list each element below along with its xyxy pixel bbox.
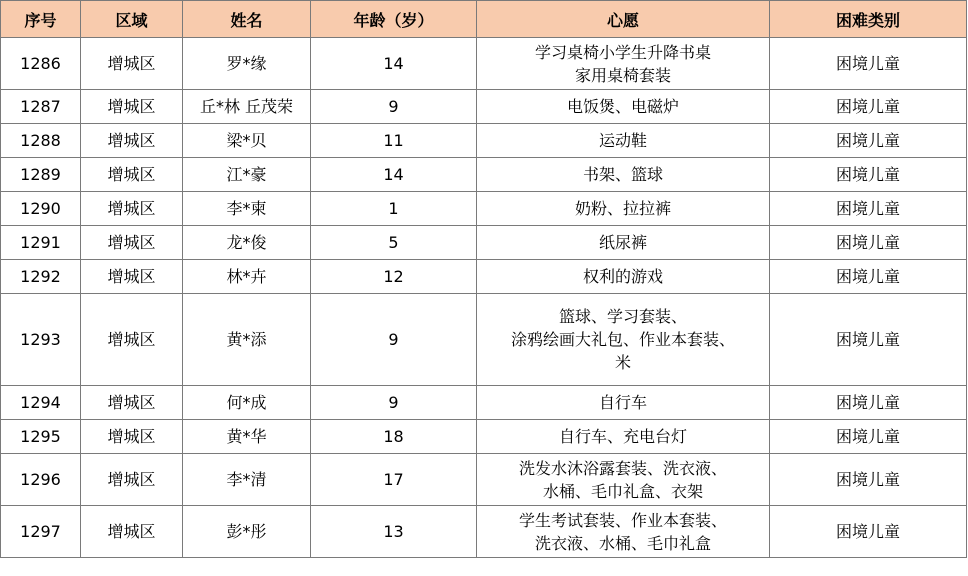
table-header: [1, 1, 967, 38]
cell-age: 9: [311, 386, 477, 420]
cell-age: 9: [311, 90, 477, 124]
cell-wish: [477, 260, 770, 294]
wish-line: 洗衣液、水桶、毛巾礼盒: [534, 533, 711, 553]
cell-wish: [477, 226, 770, 260]
wish-line: 纸尿裤: [598, 233, 647, 252]
table-row: [1, 260, 967, 294]
cell-category: 困境儿童: [770, 158, 967, 192]
table-row: [1, 386, 967, 420]
cell-id: 1291: [1, 226, 81, 260]
wish-line: 自行车: [598, 393, 647, 412]
table-row: [1, 226, 967, 260]
header-name: 姓名: [183, 1, 311, 38]
cell-id: 1295: [1, 420, 81, 454]
cell-id: 1286: [1, 38, 81, 90]
cell-name: 梁*贝: [183, 124, 311, 158]
wish-line: 权利的游戏: [582, 267, 663, 286]
cell-area: 增城区: [81, 506, 183, 558]
table-row: [1, 506, 967, 558]
cell-category: 困境儿童: [770, 192, 967, 226]
wish-line: 篮球、学习套装、: [558, 307, 687, 326]
cell-id: 1294: [1, 386, 81, 420]
cell-wish: [477, 192, 770, 226]
cell-age: 14: [311, 38, 477, 90]
cell-area: 增城区: [81, 294, 183, 386]
cell-wish: [477, 158, 770, 192]
wish-line: 奶粉、拉拉裤: [574, 199, 671, 218]
cell-area: 增城区: [81, 420, 183, 454]
cell-age: 1: [311, 192, 477, 226]
wish-line: 洗发水沐浴露套装、洗衣液、: [518, 458, 727, 478]
wish-line: 米: [614, 353, 631, 372]
header-row: [1, 1, 967, 38]
cell-wish: [477, 294, 770, 386]
wish-line: 学习桌椅小学生升降书桌: [534, 42, 711, 62]
cell-id: 1296: [1, 454, 81, 506]
table-row: [1, 38, 967, 90]
cell-area: 增城区: [81, 192, 183, 226]
cell-category: 困境儿童: [770, 90, 967, 124]
cell-age: 13: [311, 506, 477, 558]
cell-wish: [477, 38, 770, 90]
cell-age: 12: [311, 260, 477, 294]
cell-area: 增城区: [81, 38, 183, 90]
cell-age: 18: [311, 420, 477, 454]
cell-id: 1292: [1, 260, 81, 294]
table-row: [1, 454, 967, 506]
cell-wish: [477, 506, 770, 558]
cell-category: 困境儿童: [770, 420, 967, 454]
table-row: [1, 420, 967, 454]
wish-line: 运动鞋: [598, 131, 647, 150]
wish-line: 学生考试套装、作业本套装、: [518, 510, 727, 530]
cell-area: 增城区: [81, 226, 183, 260]
cell-area: 增城区: [81, 124, 183, 158]
wish-line: 涂鸦绘画大礼包、作业本套装、: [510, 330, 735, 349]
wish-line: 家用桌椅套装: [574, 65, 671, 85]
table-row: [1, 294, 967, 386]
cell-wish: [477, 90, 770, 124]
wish-line: 自行车、充电台灯: [558, 427, 687, 446]
cell-name: 黄*华: [183, 420, 311, 454]
cell-name: 黄*添: [183, 294, 311, 386]
header-category: 困难类别: [770, 1, 967, 38]
cell-area: 增城区: [81, 386, 183, 420]
cell-age: 14: [311, 158, 477, 192]
cell-category: 困境儿童: [770, 260, 967, 294]
cell-category: 困境儿童: [770, 454, 967, 506]
cell-id: 1288: [1, 124, 81, 158]
cell-wish: [477, 386, 770, 420]
table-row: [1, 192, 967, 226]
cell-name: 何*成: [183, 386, 311, 420]
header-area: 区域: [81, 1, 183, 38]
cell-name: 罗*缘: [183, 38, 311, 90]
cell-age: 11: [311, 124, 477, 158]
table-row: [1, 124, 967, 158]
wish-line: 水桶、毛巾礼盒、衣架: [542, 481, 703, 501]
cell-category: 困境儿童: [770, 506, 967, 558]
wish-line: 电饭煲、电磁炉: [566, 97, 679, 116]
cell-age: 9: [311, 294, 477, 386]
cell-category: 困境儿童: [770, 226, 967, 260]
cell-id: 1290: [1, 192, 81, 226]
cell-age: 5: [311, 226, 477, 260]
cell-area: 增城区: [81, 158, 183, 192]
cell-age: 17: [311, 454, 477, 506]
cell-wish: [477, 454, 770, 506]
cell-name: 江*豪: [183, 158, 311, 192]
cell-name: 李*柬: [183, 192, 311, 226]
cell-name: 龙*俊: [183, 226, 311, 260]
cell-id: 1293: [1, 294, 81, 386]
cell-category: 困境儿童: [770, 38, 967, 90]
cell-wish: [477, 420, 770, 454]
table-body: [1, 38, 967, 558]
cell-category: 困境儿童: [770, 294, 967, 386]
header-id: 序号: [1, 1, 81, 38]
table-row: [1, 158, 967, 192]
cell-name: 李*清: [183, 454, 311, 506]
cell-name: 彭*彤: [183, 506, 311, 558]
cell-id: 1297: [1, 506, 81, 558]
cell-id: 1287: [1, 90, 81, 124]
header-age: 年龄（岁）: [311, 1, 477, 38]
cell-area: 增城区: [81, 260, 183, 294]
cell-area: 增城区: [81, 454, 183, 506]
cell-area: 增城区: [81, 90, 183, 124]
table-row: [1, 90, 967, 124]
cell-category: 困境儿童: [770, 386, 967, 420]
cell-id: 1289: [1, 158, 81, 192]
header-wish: 心愿: [477, 1, 770, 38]
cell-name: 林*卉: [183, 260, 311, 294]
cell-category: 困境儿童: [770, 124, 967, 158]
cell-name: 丘*林 丘茂荣: [183, 90, 311, 124]
cell-wish: [477, 124, 770, 158]
wish-line: 书架、篮球: [582, 165, 663, 184]
